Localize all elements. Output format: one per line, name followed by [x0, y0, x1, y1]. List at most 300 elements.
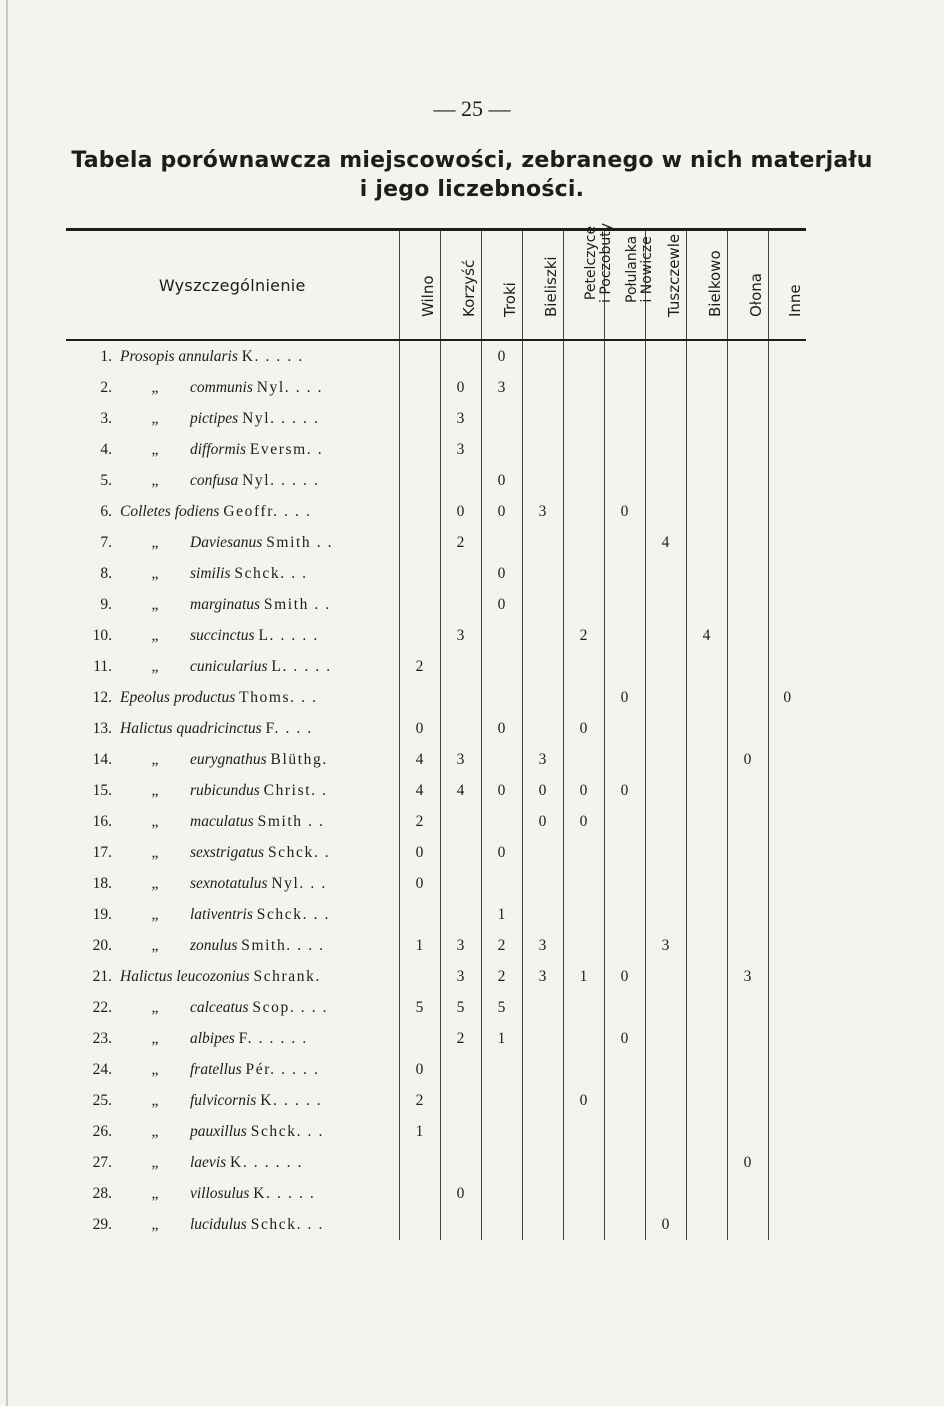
species-epithet: annularis	[178, 347, 238, 365]
count-cell-col-4	[563, 899, 604, 930]
count-cell-col-6	[645, 1147, 686, 1178]
ditto-mark: „	[151, 471, 159, 489]
count-cell-col-4	[563, 434, 604, 465]
count-cell-col-7	[686, 465, 727, 496]
table-row	[66, 930, 806, 961]
table-row	[66, 1178, 806, 1209]
count-cell-col-5: 0	[604, 961, 645, 992]
count-cell-col-9	[768, 961, 806, 992]
count-cell-col-7: 4	[686, 620, 727, 651]
table-row	[66, 1147, 806, 1178]
count-cell-col-7	[686, 806, 727, 837]
count-cell-col-8	[727, 806, 768, 837]
count-cell-col-0: 1	[399, 930, 440, 961]
species-epithet: zonulus	[190, 936, 238, 954]
count-cell-col-4	[563, 1178, 604, 1209]
row-number: 3.	[100, 409, 112, 427]
species-author: Pér. . . . .	[245, 1060, 320, 1078]
species-epithet: calceatus	[190, 998, 249, 1016]
count-cell-col-1	[440, 899, 481, 930]
count-cell-col-0	[399, 465, 440, 496]
species-epithet: cunicularius	[190, 657, 268, 675]
ditto-mark: „	[151, 564, 159, 582]
count-cell-col-1	[440, 589, 481, 620]
count-cell-col-9	[768, 713, 806, 744]
species-author: Nyl. . . . .	[242, 471, 320, 489]
count-cell-col-1: 3	[440, 961, 481, 992]
table-row	[66, 837, 806, 868]
genus-name: Epeolus	[120, 688, 170, 706]
count-cell-col-0: 2	[399, 651, 440, 682]
row-number: 13.	[92, 719, 112, 737]
count-cell-col-8	[727, 465, 768, 496]
count-cell-col-9	[768, 434, 806, 465]
table-row	[66, 1085, 806, 1116]
count-cell-col-8	[727, 682, 768, 713]
count-cell-col-4	[563, 651, 604, 682]
count-cell-col-2: 0	[481, 340, 522, 372]
comparison-table	[66, 223, 806, 1240]
row-number: 2.	[100, 378, 112, 396]
genus-name: Halictus	[120, 967, 173, 985]
species-name-cell	[66, 496, 399, 527]
count-cell-col-2	[481, 682, 522, 713]
count-cell-col-3	[522, 465, 563, 496]
table-row	[66, 868, 806, 899]
header-column-label-line: Bieliszki	[541, 256, 560, 317]
table-row	[66, 1023, 806, 1054]
species-name-cell	[66, 713, 399, 744]
species-epithet: pauxillus	[190, 1122, 247, 1140]
count-cell-col-6: 4	[645, 527, 686, 558]
count-cell-col-7	[686, 1116, 727, 1147]
table-row	[66, 558, 806, 589]
count-cell-col-2: 1	[481, 1023, 522, 1054]
header-description: Wyszczególnienie	[66, 230, 399, 341]
header-column-label	[502, 282, 518, 317]
count-cell-col-1: 0	[440, 1178, 481, 1209]
count-cell-col-8	[727, 992, 768, 1023]
table-row	[66, 589, 806, 620]
count-cell-col-9	[768, 1178, 806, 1209]
ditto-mark: „	[151, 843, 159, 861]
ditto-mark: „	[151, 936, 159, 954]
row-number: 21.	[92, 967, 112, 985]
count-cell-col-4: 0	[563, 806, 604, 837]
count-cell-col-9	[768, 1023, 806, 1054]
count-cell-col-5	[604, 558, 645, 589]
count-cell-col-9	[768, 1116, 806, 1147]
table-title-line-2: i jego liczebności.	[359, 177, 585, 202]
count-cell-col-2	[481, 1085, 522, 1116]
count-cell-col-1	[440, 806, 481, 837]
species-name-cell	[66, 1085, 399, 1116]
count-cell-col-4	[563, 340, 604, 372]
count-cell-col-5	[604, 403, 645, 434]
row-number: 9.	[100, 595, 112, 613]
species-author: Schck. . .	[250, 1122, 324, 1140]
count-cell-col-4	[563, 930, 604, 961]
count-cell-col-8	[727, 1023, 768, 1054]
header-column-label-line: i Poczobuty	[597, 223, 614, 303]
ditto-mark: „	[151, 533, 159, 551]
count-cell-col-4: 0	[563, 775, 604, 806]
count-cell-col-3: 0	[522, 806, 563, 837]
count-cell-col-3: 3	[522, 744, 563, 775]
row-number: 24.	[92, 1060, 112, 1078]
count-cell-col-7	[686, 340, 727, 372]
table-row	[66, 713, 806, 744]
species-author: Nyl. . .	[271, 874, 327, 892]
species-name-cell	[66, 992, 399, 1023]
species-name-cell	[66, 806, 399, 837]
count-cell-col-5	[604, 992, 645, 1023]
count-cell-col-3	[522, 1209, 563, 1240]
count-cell-col-6	[645, 806, 686, 837]
count-cell-col-7	[686, 651, 727, 682]
count-cell-col-3	[522, 713, 563, 744]
species-name-cell	[66, 1116, 399, 1147]
count-cell-col-2	[481, 527, 522, 558]
table-row	[66, 403, 806, 434]
species-epithet: productus	[173, 688, 236, 706]
count-cell-col-7	[686, 1147, 727, 1178]
count-cell-col-9	[768, 775, 806, 806]
count-cell-col-3	[522, 899, 563, 930]
species-epithet: Daviesanus	[190, 533, 263, 551]
species-name-cell	[66, 340, 399, 372]
header-column-7	[686, 230, 727, 341]
count-cell-col-3	[522, 1147, 563, 1178]
page-edge	[6, 0, 8, 1406]
row-number: 15.	[92, 781, 112, 799]
count-cell-col-3	[522, 403, 563, 434]
ditto-mark: „	[151, 626, 159, 644]
species-epithet: communis	[190, 378, 253, 396]
count-cell-col-0: 0	[399, 713, 440, 744]
count-cell-col-7	[686, 744, 727, 775]
table-row	[66, 465, 806, 496]
header-column-9	[768, 230, 806, 341]
count-cell-col-1: 2	[440, 527, 481, 558]
count-cell-col-3	[522, 340, 563, 372]
count-cell-col-2	[481, 620, 522, 651]
count-cell-col-8	[727, 899, 768, 930]
count-cell-col-1	[440, 340, 481, 372]
species-epithet: quadricinctus	[176, 719, 262, 737]
count-cell-col-8	[727, 1209, 768, 1240]
genus-name: Halictus	[120, 719, 173, 737]
ditto-mark: „	[151, 1215, 159, 1233]
count-cell-col-0	[399, 589, 440, 620]
header-column-label-line: Tuszczewle	[664, 233, 683, 317]
table-row	[66, 961, 806, 992]
count-cell-col-9	[768, 837, 806, 868]
count-cell-col-6	[645, 558, 686, 589]
ditto-mark: „	[151, 1060, 159, 1078]
species-epithet: maculatus	[190, 812, 254, 830]
species-epithet: fulvicornis	[190, 1091, 257, 1109]
count-cell-col-2: 0	[481, 713, 522, 744]
count-cell-col-7	[686, 1085, 727, 1116]
species-author: L. . . . .	[271, 657, 332, 675]
table-row	[66, 372, 806, 403]
species-epithet: sexstrigatus	[190, 843, 265, 861]
count-cell-col-5	[604, 1209, 645, 1240]
species-epithet: fratellus	[190, 1060, 242, 1078]
count-cell-col-5	[604, 465, 645, 496]
count-cell-col-8	[727, 1085, 768, 1116]
header-column-label-line: Inne	[786, 284, 805, 317]
count-cell-col-5	[604, 930, 645, 961]
species-author: Schck. . .	[250, 1215, 324, 1233]
count-cell-col-9	[768, 1085, 806, 1116]
count-cell-col-3	[522, 1085, 563, 1116]
species-name-cell	[66, 930, 399, 961]
header-column-0	[399, 230, 440, 341]
row-number: 12.	[92, 688, 112, 706]
count-cell-col-4	[563, 744, 604, 775]
species-name-cell	[66, 744, 399, 775]
count-cell-col-8	[727, 1178, 768, 1209]
ditto-mark: „	[151, 409, 159, 427]
table-row	[66, 992, 806, 1023]
count-cell-col-1	[440, 868, 481, 899]
count-cell-col-3: 3	[522, 930, 563, 961]
species-name-cell	[66, 837, 399, 868]
species-epithet: difformis	[190, 440, 246, 458]
count-cell-col-0	[399, 434, 440, 465]
species-epithet: sexnotatulus	[190, 874, 268, 892]
count-cell-col-1	[440, 1209, 481, 1240]
species-epithet: marginatus	[190, 595, 261, 613]
count-cell-col-4	[563, 496, 604, 527]
count-cell-col-0	[399, 620, 440, 651]
count-cell-col-3	[522, 558, 563, 589]
count-cell-col-7	[686, 1023, 727, 1054]
row-number: 18.	[92, 874, 112, 892]
count-cell-col-9	[768, 1209, 806, 1240]
count-cell-col-6	[645, 496, 686, 527]
species-author: K. . . . .	[241, 347, 304, 365]
count-cell-col-9	[768, 496, 806, 527]
count-cell-col-6	[645, 1054, 686, 1085]
count-cell-col-1	[440, 837, 481, 868]
count-cell-col-4: 0	[563, 713, 604, 744]
count-cell-col-3	[522, 1023, 563, 1054]
count-cell-col-2: 0	[481, 837, 522, 868]
count-cell-col-2	[481, 1209, 522, 1240]
table-row	[66, 496, 806, 527]
species-name-cell	[66, 434, 399, 465]
species-name-cell	[66, 558, 399, 589]
header-column-2	[481, 230, 522, 341]
species-name-cell	[66, 1209, 399, 1240]
row-number: 19.	[92, 905, 112, 923]
table-row	[66, 1116, 806, 1147]
count-cell-col-2: 2	[481, 961, 522, 992]
count-cell-col-6	[645, 682, 686, 713]
row-number: 16.	[92, 812, 112, 830]
count-cell-col-1: 0	[440, 372, 481, 403]
count-cell-col-1: 0	[440, 496, 481, 527]
count-cell-col-2: 0	[481, 465, 522, 496]
page-number: — 25 —	[433, 96, 511, 121]
table-header-row	[66, 230, 806, 341]
count-cell-col-5	[604, 1116, 645, 1147]
species-author: Schrank.	[253, 967, 321, 985]
count-cell-col-6	[645, 1085, 686, 1116]
count-cell-col-4	[563, 1209, 604, 1240]
count-cell-col-8	[727, 1054, 768, 1085]
header-column-label-line: Połulanka	[623, 235, 640, 303]
genus-name: Prosopis	[120, 347, 175, 365]
count-cell-col-8	[727, 837, 768, 868]
count-cell-col-2: 2	[481, 930, 522, 961]
count-cell-col-8	[727, 340, 768, 372]
count-cell-col-5	[604, 434, 645, 465]
table-row	[66, 340, 806, 372]
species-epithet: succinctus	[190, 626, 255, 644]
count-cell-col-0	[399, 1209, 440, 1240]
count-cell-col-1: 2	[440, 1023, 481, 1054]
count-cell-col-8	[727, 651, 768, 682]
species-author: Nyl. . . .	[256, 378, 324, 396]
header-column-4	[563, 223, 614, 341]
count-cell-col-6	[645, 403, 686, 434]
species-name-cell	[66, 620, 399, 651]
species-author: Smith. . . .	[241, 936, 325, 954]
count-cell-col-3	[522, 682, 563, 713]
species-name-cell	[66, 775, 399, 806]
header-column-label	[543, 256, 559, 317]
table-row	[66, 620, 806, 651]
row-number: 17.	[92, 843, 112, 861]
header-column-8	[727, 230, 768, 341]
ditto-mark: „	[151, 1153, 159, 1171]
count-cell-col-4	[563, 589, 604, 620]
ditto-mark: „	[151, 440, 159, 458]
count-cell-col-6	[645, 899, 686, 930]
count-cell-col-2: 0	[481, 589, 522, 620]
count-cell-col-0: 4	[399, 775, 440, 806]
count-cell-col-0	[399, 961, 440, 992]
count-cell-col-7	[686, 713, 727, 744]
count-cell-col-9	[768, 1147, 806, 1178]
count-cell-col-6	[645, 961, 686, 992]
count-cell-col-3	[522, 651, 563, 682]
species-author: F. . . .	[265, 719, 313, 737]
table-row	[66, 682, 806, 713]
count-cell-col-8	[727, 713, 768, 744]
count-cell-col-3: 3	[522, 496, 563, 527]
species-epithet: pictipes	[190, 409, 239, 427]
count-cell-col-6	[645, 1116, 686, 1147]
row-number: 20.	[92, 936, 112, 954]
count-cell-col-5: 0	[604, 1023, 645, 1054]
count-cell-col-6	[645, 868, 686, 899]
species-author: Smith . .	[263, 595, 331, 613]
species-author: Schck. .	[267, 843, 331, 861]
count-cell-col-8	[727, 775, 768, 806]
species-name-cell	[66, 465, 399, 496]
species-epithet: lucidulus	[190, 1215, 247, 1233]
count-cell-col-6	[645, 992, 686, 1023]
count-cell-col-0	[399, 496, 440, 527]
ditto-mark: „	[151, 1029, 159, 1047]
count-cell-col-7	[686, 992, 727, 1023]
table-body	[66, 340, 806, 1240]
count-cell-col-2	[481, 1147, 522, 1178]
count-cell-col-2: 1	[481, 899, 522, 930]
table-title	[60, 146, 884, 204]
count-cell-col-4	[563, 558, 604, 589]
header-column-label	[748, 273, 764, 317]
row-number: 11.	[93, 657, 112, 675]
count-cell-col-1	[440, 713, 481, 744]
count-cell-col-0: 4	[399, 744, 440, 775]
count-cell-col-4	[563, 837, 604, 868]
species-author: Blüthg.	[270, 750, 328, 768]
count-cell-col-1: 3	[440, 744, 481, 775]
species-epithet: rubicundus	[190, 781, 260, 799]
count-cell-col-8	[727, 403, 768, 434]
table-row	[66, 806, 806, 837]
count-cell-col-8	[727, 496, 768, 527]
count-cell-col-7	[686, 496, 727, 527]
count-cell-col-3	[522, 589, 563, 620]
count-cell-col-1: 3	[440, 403, 481, 434]
species-epithet: eurygnathus	[190, 750, 267, 768]
count-cell-col-0	[399, 1178, 440, 1209]
ditto-mark: „	[151, 657, 159, 675]
count-cell-col-0	[399, 558, 440, 589]
count-cell-col-9	[768, 806, 806, 837]
count-cell-col-2: 5	[481, 992, 522, 1023]
count-cell-col-5	[604, 1147, 645, 1178]
count-cell-col-0: 1	[399, 1116, 440, 1147]
count-cell-col-0: 0	[399, 837, 440, 868]
species-author: Thoms. . .	[239, 688, 318, 706]
count-cell-col-3	[522, 837, 563, 868]
count-cell-col-4	[563, 465, 604, 496]
count-cell-col-4: 2	[563, 620, 604, 651]
count-cell-col-4: 0	[563, 1085, 604, 1116]
species-author: Scop. . . .	[252, 998, 329, 1016]
ditto-mark: „	[151, 905, 159, 923]
species-epithet: fodiens	[174, 502, 220, 520]
count-cell-col-1: 3	[440, 620, 481, 651]
species-author: Schck. . .	[234, 564, 308, 582]
count-cell-col-4	[563, 1147, 604, 1178]
count-cell-col-0	[399, 682, 440, 713]
species-author: F. . . . . .	[238, 1029, 308, 1047]
row-number: 8.	[100, 564, 112, 582]
species-epithet: villosulus	[190, 1184, 250, 1202]
count-cell-col-5	[604, 868, 645, 899]
count-cell-col-6: 3	[645, 930, 686, 961]
count-cell-col-5	[604, 806, 645, 837]
header-column-label-line: Wilno	[418, 275, 437, 317]
species-epithet: confusa	[190, 471, 239, 489]
count-cell-col-0	[399, 527, 440, 558]
count-cell-col-8	[727, 930, 768, 961]
count-cell-col-0: 5	[399, 992, 440, 1023]
count-cell-col-9: 0	[768, 682, 806, 713]
row-number: 25.	[92, 1091, 112, 1109]
count-cell-col-5: 0	[604, 775, 645, 806]
count-cell-col-4	[563, 527, 604, 558]
